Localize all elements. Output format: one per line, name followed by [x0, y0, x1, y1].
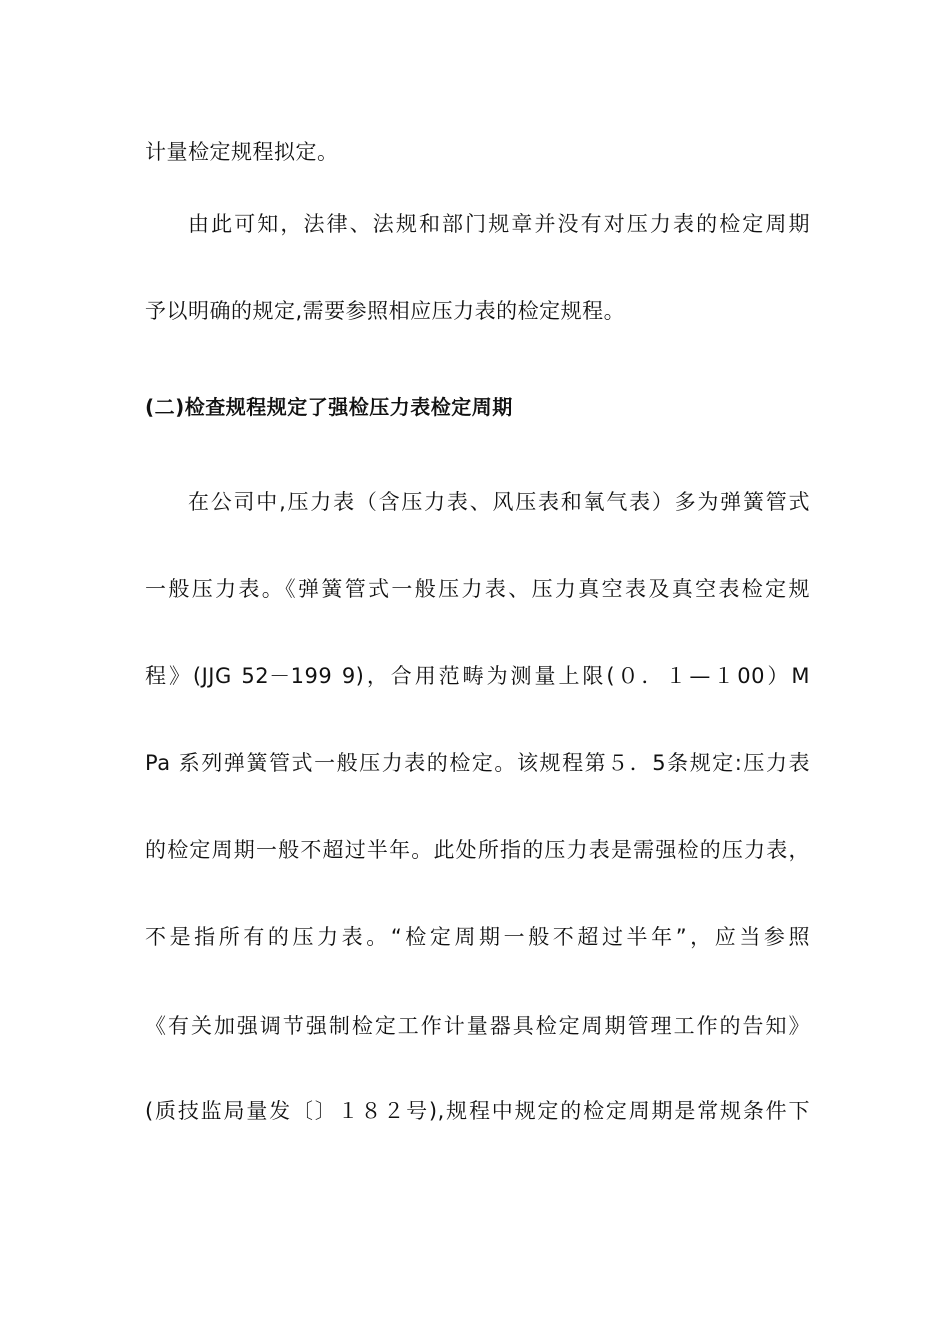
- paragraph-line: 一般压力表。《弹簧管式一般压力表、压力真空表及真空表检定规: [145, 577, 810, 601]
- section-heading: (二)检查规程规定了强检压力表检定周期: [145, 395, 513, 419]
- paragraph-line: 在公司中,压力表（含压力表、风压表和氧气表）多为弹簧管式: [188, 490, 810, 514]
- paragraph-line: 程》(JJG 52－199 9)，合用范畴为测量上限(０．１—１00）M: [145, 664, 810, 688]
- paragraph-line: 由此可知，法律、法规和部门规章并没有对压力表的检定周期: [188, 212, 810, 236]
- paragraph-line: 予以明确的规定,需要参照相应压力表的检定规程。: [145, 299, 626, 323]
- paragraph-line: 的检定周期一般不超过半年。此处所指的压力表是需强检的压力表，: [145, 838, 810, 862]
- paragraph-line: (质技监局量发〔〕１８２号),规程中规定的检定周期是常规条件下: [145, 1099, 810, 1123]
- paragraph-line: 不是指所有的压力表。“检定周期一般不超过半年”，应当参照: [145, 925, 810, 949]
- paragraph-line: 计量检定规程拟定。: [145, 140, 339, 164]
- paragraph-line: Pa 系列弹簧管式一般压力表的检定。该规程第５．5条规定:压力表: [145, 751, 810, 775]
- paragraph-line: 《有关加强调节强制检定工作计量器具检定周期管理工作的告知》: [145, 1014, 810, 1038]
